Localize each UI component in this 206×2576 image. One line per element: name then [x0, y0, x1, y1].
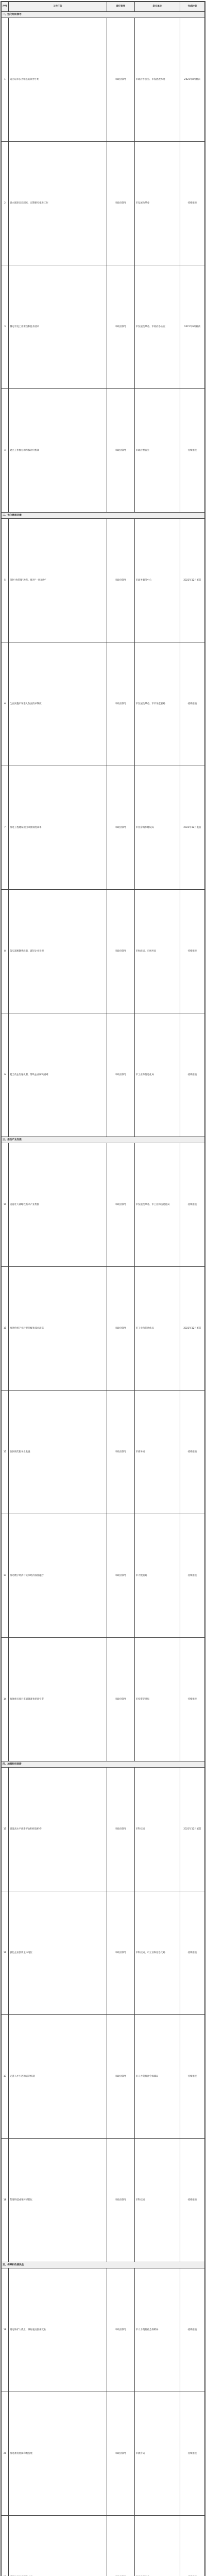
table-row: [2, 642, 205, 766]
cell-no: 9: [2, 1013, 9, 1137]
table-row: [2, 2139, 205, 2262]
section-row: [2, 2262, 205, 2268]
cell-no: 4: [2, 389, 9, 513]
cell-deadline: 持续推进: [180, 1514, 204, 1638]
cell-unit: 市政务服务中心: [134, 519, 180, 642]
header-deadline: 完成时限: [180, 2, 204, 12]
header-leader: 责任领导: [107, 2, 134, 12]
cell-no: 10: [2, 1143, 9, 1267]
cell-leader: 市政府领导: [107, 642, 134, 766]
cell-task: 促进科技成果转移转化: [9, 2139, 107, 2262]
cell-deadline: 2021年12月底前: [180, 766, 204, 890]
table-row: [2, 1768, 205, 1891]
cell-task: 全面实施市场准入负面清单制度: [9, 642, 107, 766]
cell-leader: 市政府领导: [107, 2268, 134, 2392]
cell-task: 落实减税降费政策，减轻企业负担: [9, 890, 107, 1013]
cell-deadline: 2021年8月底前: [180, 18, 204, 142]
cell-deadline: 2021年12月底前: [180, 1267, 204, 1391]
cell-leader: [107, 2516, 134, 2576]
cell-deadline: 持续推进: [180, 142, 204, 265]
cell-leader: 市政府领导: [107, 1768, 134, 1891]
cell-task: 推进教育优质均衡发展: [9, 2392, 107, 2516]
cell-leader: 市政府领导: [107, 1143, 134, 1267]
cell-unit: 市商务局: [134, 1391, 180, 1514]
cell-unit: 市人力资源社会保障局: [134, 2015, 180, 2139]
cell-unit: 市发展改革委、市政府办公室: [134, 265, 180, 389]
cell-deadline: 持续推进: [180, 642, 204, 766]
cell-task: [9, 2516, 107, 2576]
cell-no: 17: [2, 2015, 9, 2139]
cell-unit: 市科技局、市工业和信息化局: [134, 1891, 180, 2015]
cell-task: 稳定和扩大就业，做好重点群体就业: [9, 2268, 107, 2392]
cell-deadline: 持续推进: [180, 1638, 204, 1761]
section-row: [2, 1137, 205, 1143]
cell-task: 建立工作督办和考核评价机制: [9, 389, 107, 513]
cell-leader: 市政府领导: [107, 1391, 134, 1514]
cell-task: 制定年度工作要点和任务清单: [9, 265, 107, 389]
cell-leader: 市政府领导: [107, 1638, 134, 1761]
cell-no: 3: [2, 265, 9, 389]
cell-task: 建立联席会议制度，定期研究推进工作: [9, 142, 107, 265]
cell-unit: 市科技局: [134, 1768, 180, 1891]
cell-task: 成立以市长为组长的领导小组: [9, 18, 107, 142]
cell-no: 11: [2, 1267, 9, 1391]
cell-no: 7: [2, 766, 9, 890]
cell-no: 15: [2, 1768, 9, 1891]
table-row: [2, 18, 205, 142]
cell-leader: 市政府领导: [107, 1267, 134, 1391]
table-row: [2, 890, 205, 1013]
cell-deadline: 持续推进: [180, 389, 204, 513]
cell-deadline: 持续推进: [180, 1013, 204, 1137]
table-row: [2, 2392, 205, 2516]
cell-no: 8: [2, 890, 9, 1013]
cell-no: 13: [2, 1514, 9, 1638]
table-header-row: [2, 2, 205, 12]
cell-no: 18: [2, 2139, 9, 2262]
cell-task: 加快现代服务业发展: [9, 1391, 107, 1514]
cell-deadline: 2021年12月底前: [180, 519, 204, 642]
cell-leader: 市政府领导: [107, 1514, 134, 1638]
cell-unit: 市人力资源社会保障局: [134, 2268, 180, 2392]
header-task: 工作任务: [9, 2, 107, 12]
cell-deadline: 持续推进: [180, 2139, 204, 2262]
cell-task: 加强重点项目谋划储备和招商引资: [9, 1638, 107, 1761]
cell-no: 5: [2, 519, 9, 642]
cell-task: 强化企业创新主体地位: [9, 1891, 107, 2015]
cell-unit: [134, 2516, 180, 2576]
table-row: [2, 389, 205, 513]
cell-unit: 市财政局、市税务局: [134, 890, 180, 1013]
cell-no: 20: [2, 2392, 9, 2516]
cell-no: 14: [2, 1638, 9, 1761]
section-title: 一、强化组织领导: [2, 12, 205, 18]
cell-no: 6: [2, 642, 9, 766]
cell-leader: 市政府领导: [107, 389, 134, 513]
table-row: [2, 2516, 205, 2576]
cell-deadline: 持续推进: [180, 1891, 204, 2015]
cell-task: 完善人才引进和培养机制: [9, 2015, 107, 2139]
table-row: [2, 1267, 205, 1391]
cell-task: 培育壮大战略性新兴产业集群: [9, 1143, 107, 1267]
cell-leader: 市政府领导: [107, 2015, 134, 2139]
section-title: 二、优化营商环境: [2, 513, 205, 519]
cell-no: 12: [2, 1391, 9, 1514]
cell-unit: 市政府督查室: [134, 389, 180, 513]
header-no: 序号: [2, 2, 9, 12]
cell-unit: 市教育局: [134, 2392, 180, 2516]
cell-leader: 市政府领导: [107, 18, 134, 142]
cell-deadline: 持续推进: [180, 2268, 204, 2392]
cell-no: 1: [2, 18, 9, 142]
cell-unit: 市发展改革委、市工业和信息化局: [134, 1143, 180, 1267]
table-row: [2, 142, 205, 265]
section-title: 三、推动产业发展: [2, 1137, 205, 1143]
cell-no: 19: [2, 2268, 9, 2392]
cell-leader: 市政府领导: [107, 890, 134, 1013]
section-row: [2, 513, 205, 519]
task-table: [1, 2, 205, 2576]
table-row: [2, 2015, 205, 2139]
cell-deadline: [180, 2516, 204, 2576]
table-row: [2, 1143, 205, 1267]
cell-unit: 市发展改革委: [134, 142, 180, 265]
cell-no: 16: [2, 1891, 9, 2015]
table-row: [2, 2268, 205, 2392]
table-row: [2, 1013, 205, 1137]
header-unit: 牵头单位: [134, 2, 180, 12]
cell-unit: 市政府办公室、市发展改革委: [134, 18, 180, 142]
cell-deadline: 持续推进: [180, 2015, 204, 2139]
cell-unit: 市住房城乡建设局: [134, 766, 180, 890]
cell-task: 推进工程建设项目审批制度改革: [9, 766, 107, 890]
cell-no: [2, 2516, 9, 2576]
cell-task: 推动数字经济与实体经济深度融合: [9, 1514, 107, 1638]
table-body: [2, 12, 205, 2576]
cell-task: 建设高水平创新平台和研发机构: [9, 1768, 107, 1891]
cell-leader: 市政府领导: [107, 265, 134, 389]
table-row: [2, 1514, 205, 1638]
table-row: [2, 519, 205, 642]
cell-leader: 市政府领导: [107, 1891, 134, 2015]
cell-leader: 市政府领导: [107, 519, 134, 642]
cell-leader: 市政府领导: [107, 2139, 134, 2262]
section-row: [2, 1761, 205, 1768]
cell-unit: 市工业和信息化局: [134, 1267, 180, 1391]
cell-leader: 市政府领导: [107, 766, 134, 890]
cell-task: 健全政企沟通机制，帮助企业解决困难: [9, 1013, 107, 1137]
cell-unit: 市投资促进局: [134, 1638, 180, 1761]
section-title: 四、加强科技创新: [2, 1761, 205, 1768]
table-row: [2, 1391, 205, 1514]
table-row: [2, 766, 205, 890]
cell-unit: 市大数据局: [134, 1514, 180, 1638]
cell-deadline: 2021年9月底前: [180, 265, 204, 389]
cell-no: 2: [2, 142, 9, 265]
cell-task: 深化“放管服”改革，推进“一网通办”: [9, 519, 107, 642]
cell-deadline: 持续推进: [180, 2392, 204, 2516]
cell-leader: 市政府领导: [107, 1013, 134, 1137]
cell-deadline: 持续推进: [180, 1143, 204, 1267]
cell-leader: 市政府领导: [107, 142, 134, 265]
cell-unit: 市发展改革委、市市场监管局: [134, 642, 180, 766]
document-page: [1, 1, 205, 2576]
table-row: [2, 1638, 205, 1761]
table-row: [2, 265, 205, 389]
table-row: [2, 1891, 205, 2015]
cell-deadline: 持续推进: [180, 1391, 204, 1514]
section-row: [2, 12, 205, 18]
cell-deadline: 持续推进: [180, 890, 204, 1013]
cell-unit: 市工业和信息化局: [134, 1013, 180, 1137]
section-title: 五、保障和改善民生: [2, 2262, 205, 2268]
cell-leader: 市政府领导: [107, 2392, 134, 2516]
cell-task: 推进传统产业转型升级和技术改造: [9, 1267, 107, 1391]
cell-deadline: 2021年12月底前: [180, 1768, 204, 1891]
cell-unit: 市科技局: [134, 2139, 180, 2262]
